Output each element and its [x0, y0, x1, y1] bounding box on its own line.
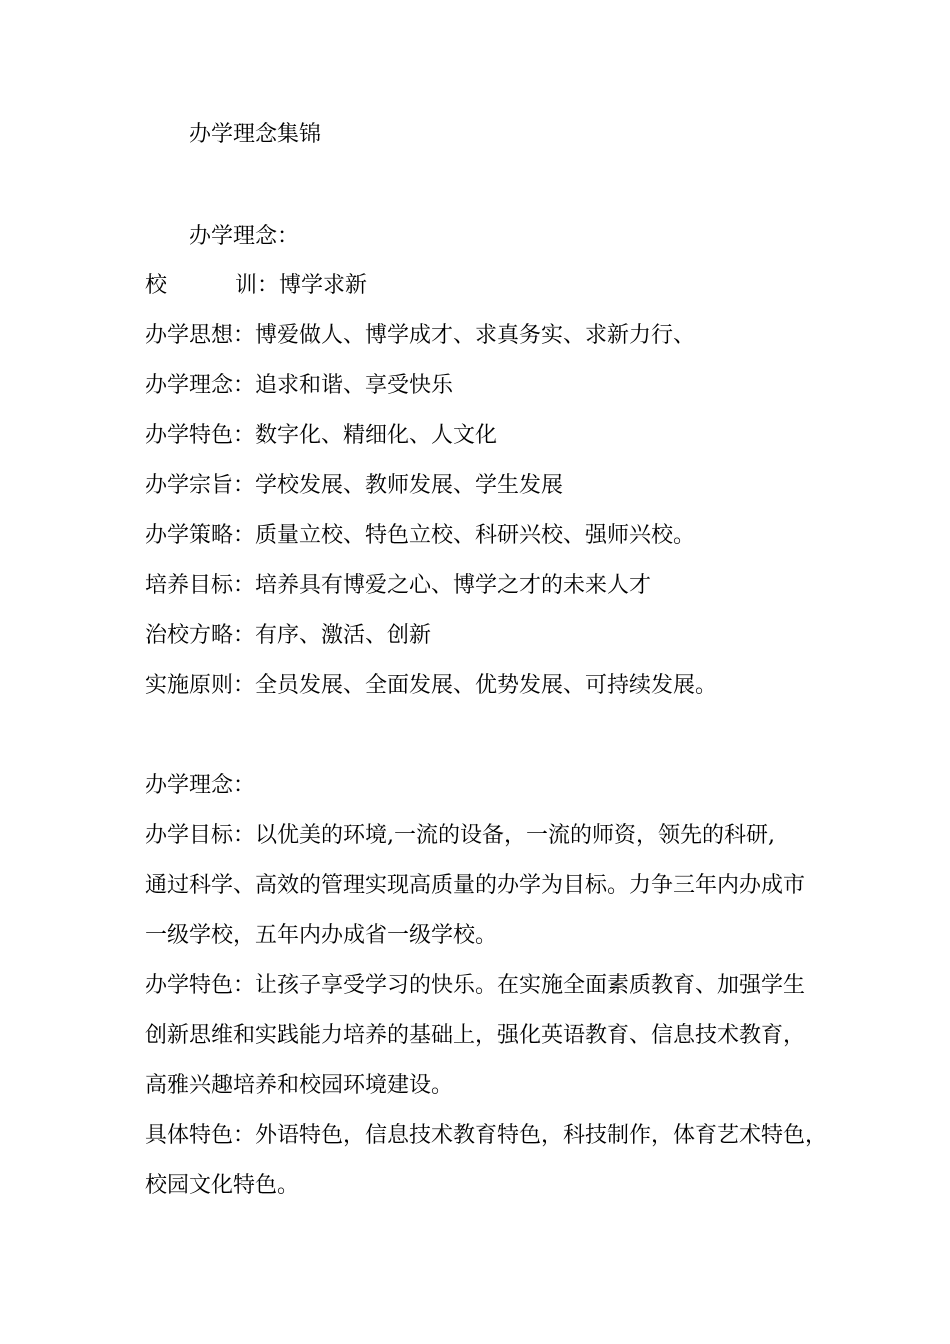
section2-line: 办学特色：让孩子享受学习的快乐。在实施全面素质教育、加强学生: [145, 973, 806, 998]
motto-line: [145, 271, 367, 301]
section2-line: 校园文化特色。: [145, 1173, 300, 1198]
section1-item: 办学理念：追求和谐、享受快乐: [145, 373, 454, 398]
document-title: 办学理念集锦: [189, 122, 322, 147]
section2-line: 高雅兴趣培养和校园环境建设。: [145, 1073, 454, 1098]
section1-item: 办学策略：质量立校、特色立校、科研兴校、强师兴校。: [145, 523, 696, 548]
section2-line: 具体特色：外语特色，信息技术教育特色，科技制作，体育艺术特色，: [145, 1123, 828, 1148]
motto-char2: 训：: [235, 273, 280, 298]
section1-item: 治校方略：有序、激活、创新: [145, 623, 432, 648]
section1-item: 办学宗旨：学校发展、教师发展、学生发展: [145, 473, 564, 498]
section2-heading: 办学理念：: [145, 773, 256, 798]
section1-item: 办学思想：博爱做人、博学成才、求真务实、求新力行、: [145, 323, 696, 348]
motto-value: 博学求新: [279, 273, 368, 298]
section1-item: 办学特色：数字化、精细化、人文化: [145, 423, 498, 448]
section1-item: 实施原则：全员发展、全面发展、优势发展、可持续发展。: [145, 673, 718, 698]
section2-line: 一级学校，五年内办成省一级学校。: [145, 923, 498, 948]
section1-heading: 办学理念：: [189, 224, 300, 249]
section1-item: 培养目标：培养具有博爱之心、博学之才的未来人才: [145, 573, 652, 598]
section2-line: 办学目标：以优美的环境,一流的设备，一流的师资，领先的科研,: [145, 823, 775, 848]
section2-line: 通过科学、高效的管理实现高质量的办学为目标。力争三年内办成市: [145, 873, 806, 898]
section2-line: 创新思维和实践能力培养的基础上，强化英语教育、信息技术教育，: [145, 1023, 806, 1048]
motto-char1: 校: [145, 273, 168, 298]
